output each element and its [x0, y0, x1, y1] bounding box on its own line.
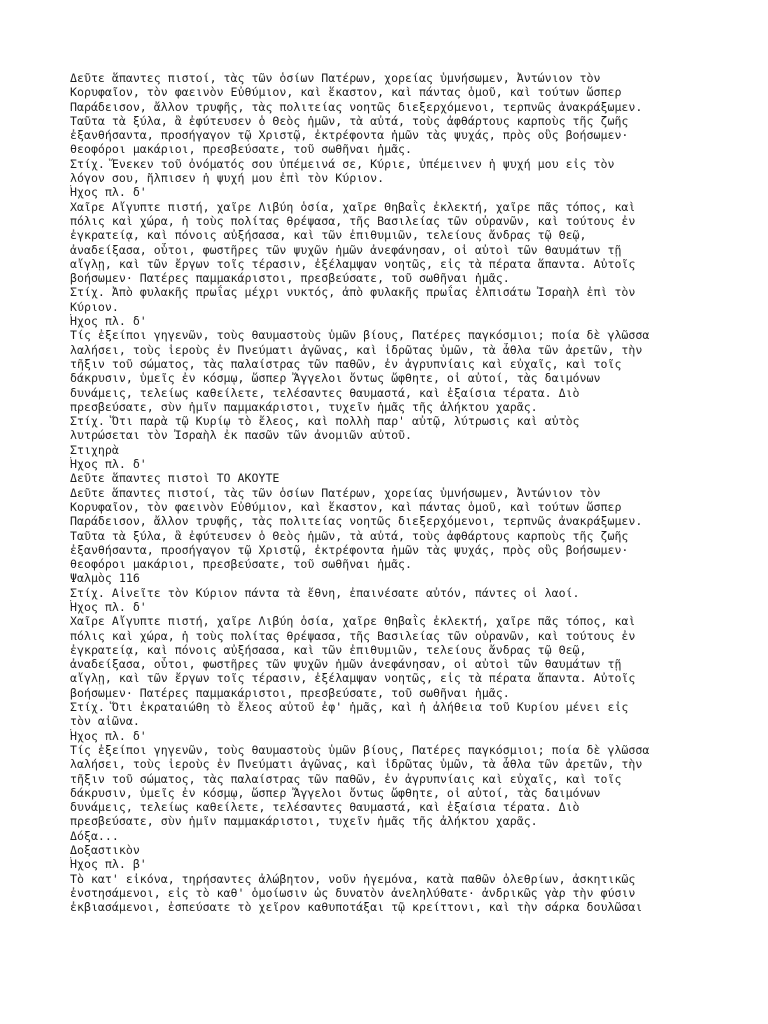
text-line: Ἦχος πλ. δ'	[70, 314, 147, 329]
text-line: βοήσωμεν· Πατέρες παμμακάριστοι, πρεσβεύσατε, τοῦ σωθῆναι ἡμᾶς.	[70, 685, 510, 700]
text-line: Ἦχος πλ. δ'	[70, 185, 147, 200]
text-line: λαλήσει, τοὺς ἱεροὺς ἐν Πνεύματι ἀγῶνας, καὶ ἱδρῶτας ὑμῶν, τὰ ἆθλα τῶν ἀρετῶν, τὴν	[70, 342, 643, 357]
text-line: λαλήσει, τοὺς ἱεροὺς ἐν Πνεύματι ἀγῶνας, καὶ ἱδρῶτας ὑμῶν, τὰ ἆθλα τῶν ἀρετῶν, τὴν	[70, 757, 643, 772]
text-line: Στίχ. Αἰνεῖτε τὸν Κύριον πάντα τὰ ἔθνη, ἐπαινέσατε αὐτόν, πάντες οἱ λαοί.	[70, 585, 580, 600]
text-line: Ἦχος πλ. δ'	[70, 728, 147, 743]
text-line: ἐνστησάμενοι, εἰς τὸ καθ' ὁμοίωσιν ὡς δυνατὸν ἀνεληλύθατε· ἀνδρικῶς γὰρ τὴν φύσιν	[70, 885, 636, 900]
text-line: Χαῖρε Αἴγυπτε πιστή, χαῖρε Λιβύη ὁσία, χαῖρε Θηβαῒς ἐκλεκτή, χαῖρε πᾶς τόπος, καὶ	[70, 199, 636, 214]
text-line: τῆξιν τοῦ σώματος, τὰς παλαίστρας τῶν παθῶν, ἐν ἀγρυπνίαις καὶ εὐχαῖς, καὶ τοῖς	[70, 771, 622, 786]
text-line: τὸν αἰῶνα.	[70, 714, 140, 729]
text-line: Ταῦτα τὰ ξύλα, ἃ ἐφύτευσεν ὁ Θεὸς ἡμῶν, τὰ αὐτά, τοὺς ἀφθάρτους καρποὺς τῆς ζωῆς	[70, 528, 629, 543]
text-line: Στίχ. Ὅτι παρὰ τῷ Κυρίῳ τὸ ἔλεος, καὶ πολλὴ παρ' αὐτῷ, λύτρωσις καὶ αὐτὸς	[70, 414, 580, 429]
text-line: πρεσβεύσατε, σὺν ἡμῖν παμμακάριστοι, τυχεῖν ἡμᾶς τῆς ἀλήκτου χαρᾶς.	[70, 814, 538, 829]
text-line: Παράδεισον, ἄλλον τρυφῆς, τὰς πολιτείας νοητῶς διεξερχόμενοι, τερπνῶς ἀνακράξωμεν.	[70, 514, 643, 529]
text-line: Τὸ κατ' εἰκόνα, τηρήσαντες ἀλώβητον, νοῦν ἡγεμόνα, κατὰ παθῶν ὀλεθρίων, ἀσκητικῶς	[70, 871, 636, 886]
document-text	[70, 71, 762, 915]
text-line: δυνάμεις, τελείως καθείλετε, τελέσαντες θαυμαστά, καὶ ἐξαίσια τέρατα. Διὸ	[70, 385, 580, 400]
text-line: τῆξιν τοῦ σώματος, τὰς παλαίστρας τῶν παθῶν, ἐν ἀγρυπνίαις καὶ εὐχαῖς, καὶ τοῖς	[70, 356, 622, 371]
text-line: Δόξα...	[70, 828, 119, 843]
text-line: Ἦχος πλ. β'	[70, 857, 147, 872]
text-line: ἐξανθήσαντα, προσήγαγον τῷ Χριστῷ, ἐκτρέφοντα ἡμῶν τὰς ψυχάς, πρὸς οὓς βοήσωμεν·	[70, 542, 629, 557]
text-line: Δεῦτε ἅπαντες πιστοὶ ΤΟ ΑΚΟΥΤΕ	[70, 471, 280, 486]
text-line: λυτρώσεται τὸν Ἰσραὴλ ἐκ πασῶν τῶν ἀνομιῶν αὐτοῦ.	[70, 428, 413, 443]
text-line: Τίς ἐξείποι γηγενῶν, τοὺς θαυμαστοὺς ὑμῶν βίους, Πατέρες παγκόσμιοι; ποία δὲ γλῶσσα	[70, 328, 650, 343]
text-line: αἴγλῃ, καὶ τῶν ἔργων τοῖς τέρασιν, ἐξέλαμψαν νοητῶς, εἰς τὰ πέρατα ἅπαντα. Αὐτοῖς	[70, 671, 636, 686]
text-line: θεοφόροι μακάριοι, πρεσβεύσατε, τοῦ σωθῆναι ἡμᾶς.	[70, 142, 413, 157]
text-line: Ἦχος πλ. δ'	[70, 457, 147, 472]
text-line: αἴγλῃ, καὶ τῶν ἔργων τοῖς τέρασιν, ἐξέλαμψαν νοητῶς, εἰς τὰ πέρατα ἅπαντα. Αὐτοῖς	[70, 256, 636, 271]
text-line: ἐκβιασάμενοι, ἐσπεύσατε τὸ χεῖρον καθυποτάξαι τῷ κρείττονι, καὶ τὴν σάρκα δουλῶσαι	[70, 900, 643, 915]
text-line: Τίς ἐξείποι γηγενῶν, τοὺς θαυμαστοὺς ὑμῶν βίους, Πατέρες παγκόσμιοι; ποία δὲ γλῶσσα	[70, 742, 650, 757]
text-line: ἐγκρατείᾳ, καὶ πόνοις αὐξήσασα, καὶ τῶν ἐπιθυμιῶν, τελείους ἄνδρας τῷ Θεῷ,	[70, 642, 587, 657]
text-line: ἀναδείξασα, οὗτοι, φωστῆρες τῶν ψυχῶν ἡμῶν ἀνεφάνησαν, οἱ αὐτοὶ τῶν θαυμάτων τῇ	[70, 242, 622, 257]
text-line: βοήσωμεν· Πατέρες παμμακάριστοι, πρεσβεύσατε, τοῦ σωθῆναι ἡμᾶς.	[70, 271, 510, 286]
text-line: Κορυφαῖον, τὸν φαεινὸν Εὐθύμιον, καὶ ἕκαστον, καὶ πάντας ὁμοῦ, καὶ τούτων ὥσπερ	[70, 499, 622, 514]
text-line: Παράδεισον, ἄλλον τρυφῆς, τὰς πολιτείας νοητῶς διεξερχόμενοι, τερπνῶς ἀνακράξωμεν.	[70, 99, 643, 114]
text-line: Ἦχος πλ. δ'	[70, 599, 147, 614]
text-line: δάκρυσιν, ὑμεῖς ἐν κόσμῳ, ὥσπερ Ἄγγελοι ὄντως ὤφθητε, οἱ αὐτοί, τὰς δαιμόνων	[70, 785, 601, 800]
text-line: Ψαλμὸς 116	[70, 571, 140, 586]
text-line: Κορυφαῖον, τὸν φαεινὸν Εὐθύμιον, καὶ ἕκαστον, καὶ πάντας ὁμοῦ, καὶ τούτων ὥσπερ	[70, 85, 622, 100]
text-line: δυνάμεις, τελείως καθείλετε, τελέσαντες θαυμαστά, καὶ ἐξαίσια τέρατα. Διὸ	[70, 800, 580, 815]
text-line: ἐγκρατείᾳ, καὶ πόνοις αὐξήσασα, καὶ τῶν ἐπιθυμιῶν, τελείους ἄνδρας τῷ Θεῷ,	[70, 228, 587, 243]
text-line: Δεῦτε ἅπαντες πιστοί, τὰς τῶν ὁσίων Πατέρων, χορείας ὑμνήσωμεν, Ἀντώνιον τὸν	[70, 485, 601, 500]
text-line: δάκρυσιν, ὑμεῖς ἐν κόσμῳ, ὥσπερ Ἄγγελοι ὄντως ὤφθητε, οἱ αὐτοί, τὰς δαιμόνων	[70, 371, 601, 386]
text-line: πρεσβεύσατε, σὺν ἡμῖν παμμακάριστοι, τυχεῖν ἡμᾶς τῆς ἀλήκτου χαρᾶς.	[70, 399, 538, 414]
text-line: λόγον σου, ἤλπισεν ἡ ψυχή μου ἐπὶ τὸν Κύριον.	[70, 171, 385, 186]
text-line: Χαῖρε Αἴγυπτε πιστή, χαῖρε Λιβύη ὁσία, χαῖρε Θηβαῒς ἐκλεκτή, χαῖρε πᾶς τόπος, καὶ	[70, 614, 636, 629]
text-line: πόλις καὶ χώρα, ἡ τοὺς πολίτας θρέψασα, τῆς Βασιλείας τῶν οὐρανῶν, καὶ τούτους ἐν	[70, 628, 636, 643]
text-line: ἀναδείξασα, οὗτοι, φωστῆρες τῶν ψυχῶν ἡμῶν ἀνεφάνησαν, οἱ αὐτοὶ τῶν θαυμάτων τῇ	[70, 657, 622, 672]
text-line: πόλις καὶ χώρα, ἡ τοὺς πολίτας θρέψασα, τῆς Βασιλείας τῶν οὐρανῶν, καὶ τούτους ἐν	[70, 213, 636, 228]
text-line: Ταῦτα τὰ ξύλα, ἃ ἐφύτευσεν ὁ Θεὸς ἡμῶν, τὰ αὐτά, τοὺς ἀφθάρτους καρποὺς τῆς ζωῆς	[70, 113, 629, 128]
text-line: Κύριον.	[70, 299, 119, 314]
text-line: Στιχηρὰ	[70, 442, 119, 457]
text-line: θεοφόροι μακάριοι, πρεσβεύσατε, τοῦ σωθῆναι ἡμᾶς.	[70, 557, 413, 572]
text-line: Στίχ. Ἕνεκεν τοῦ ὀνόματός σου ὑπέμεινά σε, Κύριε, ὑπέμεινεν ἡ ψυχή μου εἰς τὸν	[70, 156, 615, 171]
text-line: Δεῦτε ἅπαντες πιστοί, τὰς τῶν ὁσίων Πατέρων, χορείας ὑμνήσωμεν, Ἀντώνιον τὸν	[70, 71, 601, 85]
text-line: ἐξανθήσαντα, προσήγαγον τῷ Χριστῷ, ἐκτρέφοντα ἡμῶν τὰς ψυχάς, πρὸς οὓς βοήσωμεν·	[70, 128, 629, 143]
text-line: Στίχ. Ἀπὸ φυλακῆς πρωΐας μέχρι νυκτός, ἀπὸ φυλακῆς πρωΐας ἐλπισάτω Ἰσραὴλ ἐπὶ τὸν	[70, 285, 636, 300]
text-line: Δοξαστικὸν	[70, 843, 140, 858]
text-line: Στίχ. Ὅτι ἐκραταιώθη τὸ ἔλεος αὐτοῦ ἐφ' ἡμᾶς, καὶ ἡ ἀλήθεια τοῦ Κυρίου μένει εἰς	[70, 700, 629, 715]
